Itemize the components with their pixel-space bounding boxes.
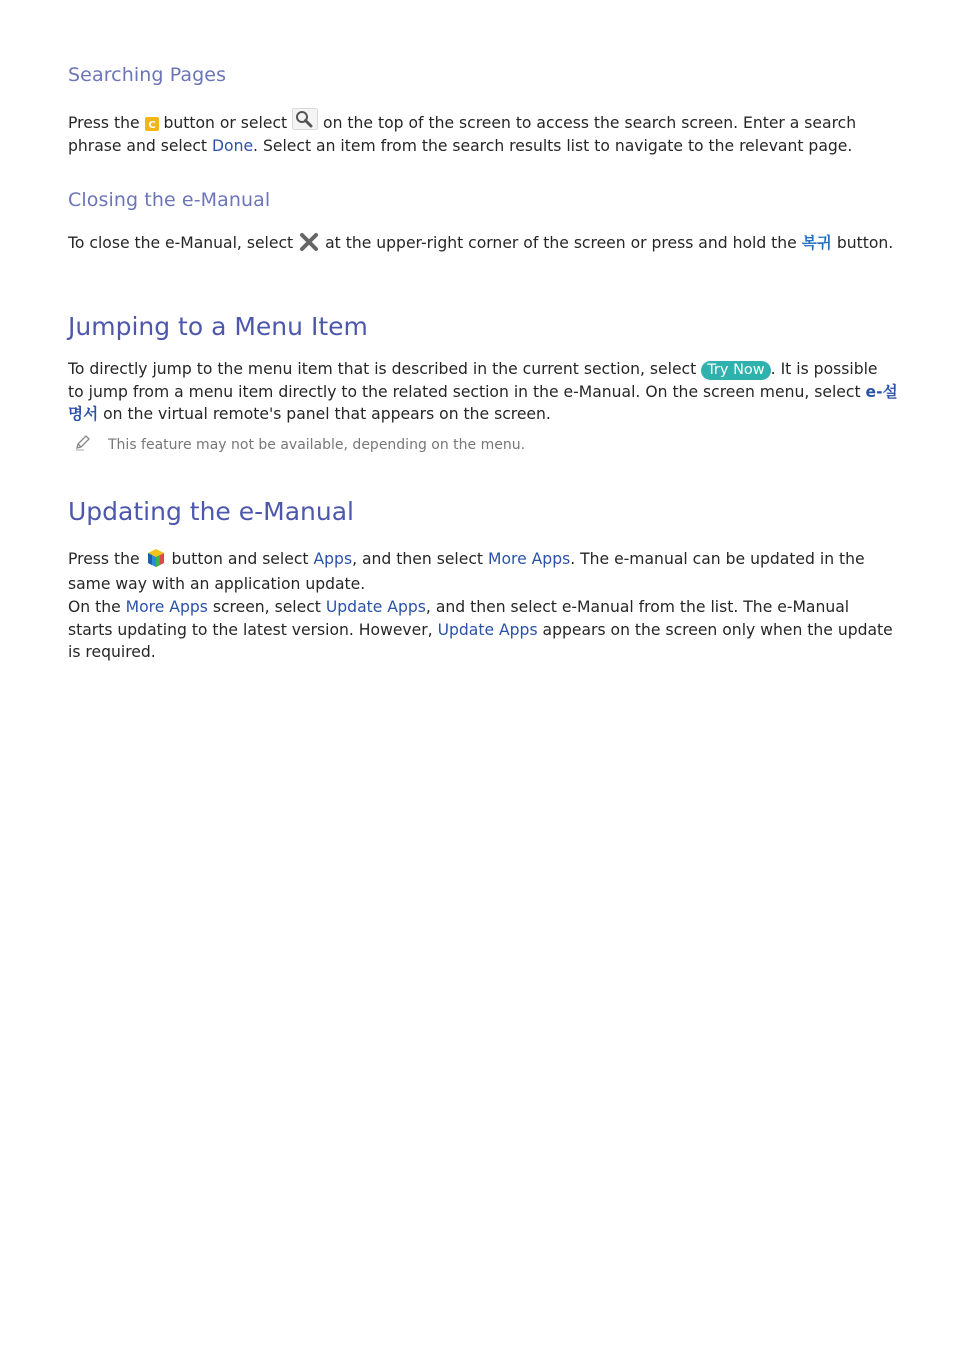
more-apps-keyword: More Apps <box>488 550 571 568</box>
feature-note: This feature may not be available, depending on the menu. <box>108 437 526 453</box>
searching-pages-text <box>68 108 898 156</box>
closing-text <box>68 232 898 258</box>
apps-keyword: Apps <box>313 550 353 568</box>
e-manual-key-label: e-설명서 <box>68 382 898 423</box>
updating-paragraph-1: Press the button and select Apps, and then select More Apps. The e-manual can be updated in the same way with an application update. <box>68 547 898 594</box>
smart-hub-icon <box>145 547 167 574</box>
c-button-icon <box>145 116 159 136</box>
section-jumping <box>68 312 898 341</box>
svg-text:C: C <box>147 120 156 131</box>
section-searching-pages <box>68 64 898 86</box>
closing-heading: Closing the e-Manual <box>68 189 271 211</box>
return-key-label: 복귀 <box>801 234 832 252</box>
closing-paragraph: To close the e-Manual, select at the upper-right corner of the screen or press and hold the 복귀 button. <box>68 232 898 258</box>
try-now-button[interactable]: Try Now <box>701 361 770 380</box>
pencil-note-icon <box>74 433 92 455</box>
more-apps-keyword-2: More Apps <box>125 598 208 616</box>
updating-text-1 <box>68 547 898 594</box>
updating-paragraph-2: On the More Apps screen, select Update Apps, and then select e-Manual from the list. The e-Manual starts updating to the latest version. However, Update Apps appears on the screen only when the update is required. <box>68 598 893 661</box>
search-icon <box>292 108 318 135</box>
update-apps-keyword: Update Apps <box>325 598 426 616</box>
jumping-text <box>68 358 898 426</box>
update-apps-keyword-2: Update Apps <box>437 620 538 639</box>
done-keyword: Done <box>212 137 254 155</box>
updating-text-2 <box>68 596 898 664</box>
searching-pages-paragraph: Press the C button or select on the top of the screen to access the search screen. Enter a search phrase and select Done. Select an item from the search results list to navigate to the relevant page. <box>68 108 898 156</box>
searching-pages-heading: Searching Pages <box>68 64 227 86</box>
section-updating <box>68 497 898 526</box>
close-icon <box>298 232 320 258</box>
jumping-heading: Jumping to a Menu Item <box>68 312 368 341</box>
jumping-paragraph: To directly jump to the menu item that is described in the current section, select Try Now . It is possible to jump from a menu item directly to the related section in the e-Manual. On the screen menu, select e-설명서 on the virtual remote's panel that appears on the screen. <box>68 360 898 423</box>
updating-heading: Updating the e-Manual <box>68 497 354 526</box>
section-closing <box>68 189 898 211</box>
